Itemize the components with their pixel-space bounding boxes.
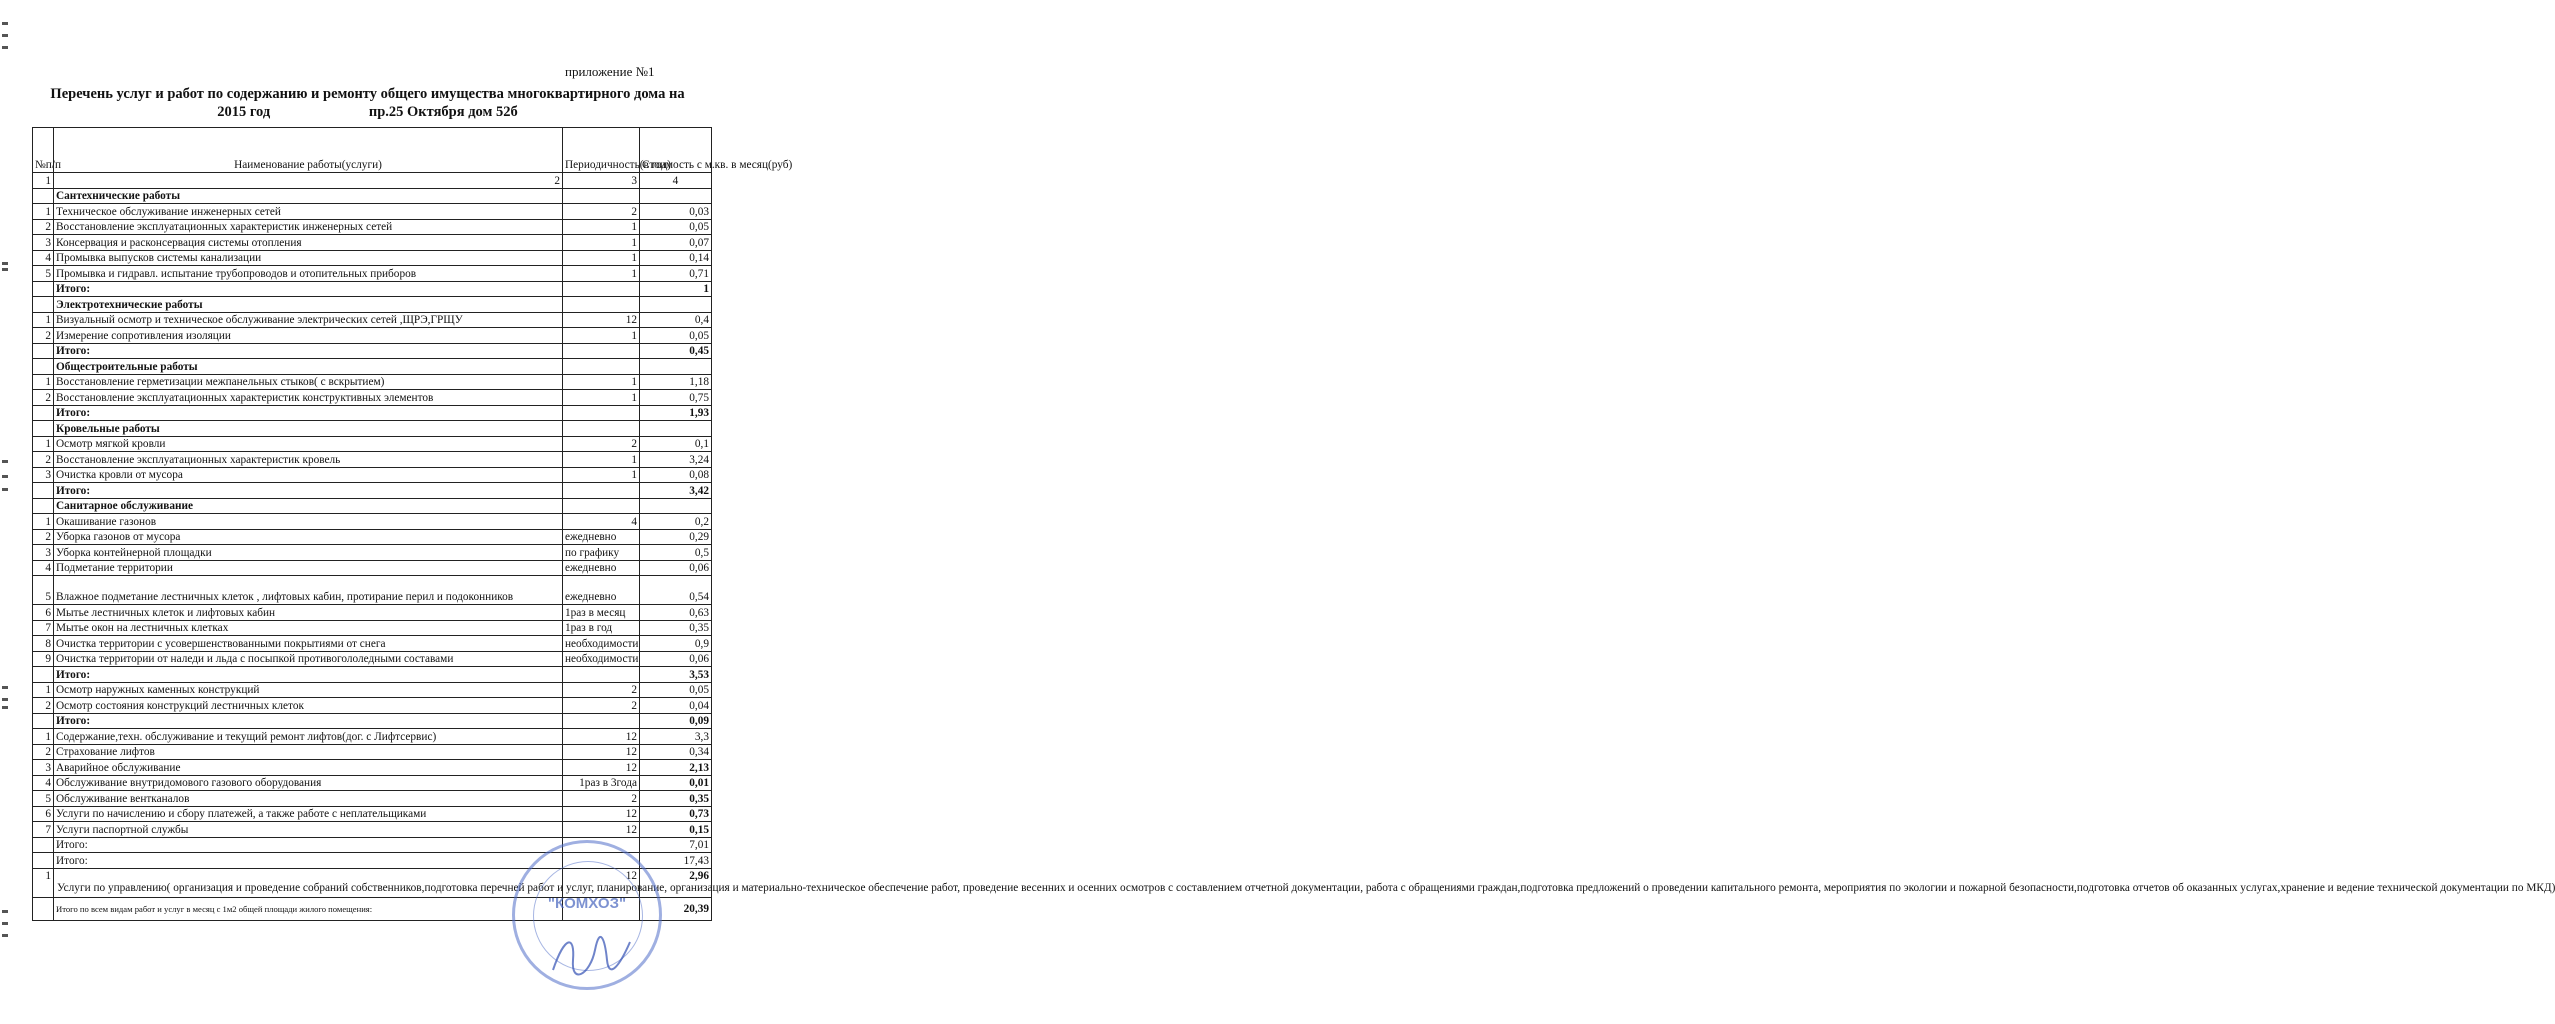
service-period: 1 <box>563 390 640 406</box>
service-period <box>563 281 640 297</box>
service-cost: 0,04 <box>640 698 712 714</box>
service-period: 2 <box>563 791 640 807</box>
service-period: необходимости <box>563 636 640 652</box>
table-row <box>33 374 712 390</box>
row-number <box>33 421 54 437</box>
service-cost: 0,5 <box>640 545 712 561</box>
service-name: Очистка кровли от мусора <box>54 467 563 483</box>
title-address: пр.25 Октября дом 52б <box>368 104 518 120</box>
service-cost: 0,05 <box>640 328 712 344</box>
service-cost: 0,71 <box>640 266 712 282</box>
table-row <box>33 312 712 328</box>
service-cost: 0,14 <box>640 250 712 266</box>
table-row <box>33 744 712 760</box>
row-number: 6 <box>33 806 54 822</box>
total-label: Итого: <box>54 713 563 729</box>
service-cost: 0,4 <box>640 312 712 328</box>
table-header-row <box>33 128 712 173</box>
service-name: Техническое обслуживание инженерных сетей <box>54 204 563 220</box>
total-label: Итого: <box>54 667 563 683</box>
section-title: Сантехнические работы <box>54 188 563 204</box>
service-cost: 2,96 <box>640 868 712 898</box>
service-name: Подметание территории <box>54 560 563 576</box>
total-row <box>33 343 712 359</box>
table-row <box>33 467 712 483</box>
service-cost: 2,13 <box>640 760 712 776</box>
service-cost: 0,03 <box>640 204 712 220</box>
row-number <box>33 853 54 869</box>
service-cost: 0,54 <box>640 576 712 605</box>
service-name: Восстановление герметизации межпанельных стыков( с вскрытием) <box>54 374 563 390</box>
service-period: 1 <box>563 235 640 251</box>
row-number <box>33 281 54 297</box>
row-number <box>33 343 54 359</box>
service-name: Очистка территории от наледи и льда с посыпкой противогололедными составами <box>54 651 563 667</box>
service-period: 1 <box>563 374 640 390</box>
row-number: 3 <box>33 760 54 776</box>
table-row <box>33 250 712 266</box>
row-number: 2 <box>33 744 54 760</box>
service-cost: 7,01 <box>640 837 712 853</box>
header-period: Периодичность(в год) <box>563 128 640 173</box>
service-name: Мытье лестничных клеток и лифтовых кабин <box>54 605 563 621</box>
service-period: 2 <box>563 204 640 220</box>
service-name: Промывка и гидравл. испытание трубопроводов и отопительных приборов <box>54 266 563 282</box>
service-period <box>563 483 640 499</box>
row-number: 2 <box>33 328 54 344</box>
service-period <box>563 359 640 375</box>
service-period: 2 <box>563 698 640 714</box>
service-period <box>563 498 640 514</box>
service-cost: 0,35 <box>640 620 712 636</box>
row-number: 4 <box>33 775 54 791</box>
col-num-2: 2 <box>54 173 563 189</box>
service-cost <box>640 359 712 375</box>
row-number: 4 <box>33 560 54 576</box>
row-number <box>33 359 54 375</box>
total-row <box>33 405 712 421</box>
table-row <box>33 651 712 667</box>
service-cost: 20,39 <box>640 898 712 921</box>
table-row <box>33 436 712 452</box>
service-period: ежедневно <box>563 529 640 545</box>
table-row <box>33 682 712 698</box>
table-row <box>33 822 712 838</box>
table-row <box>33 529 712 545</box>
table-row <box>33 328 712 344</box>
service-period: 12 <box>563 729 640 745</box>
row-number <box>33 297 54 313</box>
service-period: 12 <box>563 744 640 760</box>
service-name: Услуги по управлению( организация и проведение собраний собственников,подготовка перечней работ и услуг, планирование, организация и материально-техническое обеспечение работ, проведение весенних и осенних осмотров с составлением отчетной документации, работа с обращениями граждан,подготовка предложений о проведении капитального ремонта, мероприятия по экологии и пожарной безопасности,подготовка отчетов об оказанных услугах,хранение и ведение технической документации по МКД) <box>54 868 563 898</box>
service-period: 12 <box>563 806 640 822</box>
service-name: Услуги по начислению и сбору платежей, а также работе с неплательщиками <box>54 806 563 822</box>
service-name: Уборка газонов от мусора <box>54 529 563 545</box>
row-number: 5 <box>33 791 54 807</box>
total-label: Итого: <box>54 405 563 421</box>
service-cost: 3,53 <box>640 667 712 683</box>
service-cost: 0,09 <box>640 713 712 729</box>
section-title: Электротехнические работы <box>54 297 563 313</box>
service-name: Обслуживание вентканалов <box>54 791 563 807</box>
service-period: 1 <box>563 266 640 282</box>
row-number: 1 <box>33 436 54 452</box>
service-cost: 1,93 <box>640 405 712 421</box>
service-cost: 0,08 <box>640 467 712 483</box>
row-number: 2 <box>33 452 54 468</box>
service-name: Осмотр наружных каменных конструкций <box>54 682 563 698</box>
section-title: Санитарное обслуживание <box>54 498 563 514</box>
service-cost: 0,45 <box>640 343 712 359</box>
service-cost: 0,06 <box>640 560 712 576</box>
total-row <box>33 713 712 729</box>
title-year: 2015 год <box>217 104 271 120</box>
signature <box>545 930 635 985</box>
row-number: 1 <box>33 868 54 898</box>
table-row <box>33 605 712 621</box>
section-row <box>33 297 712 313</box>
row-number: 1 <box>33 312 54 328</box>
table-row <box>33 390 712 406</box>
service-period: 12 <box>563 312 640 328</box>
service-period: 1 <box>563 219 640 235</box>
col-num-1: 1 <box>33 173 54 189</box>
row-number: 6 <box>33 605 54 621</box>
service-period: по графику <box>563 545 640 561</box>
section-title: Кровельные работы <box>54 421 563 437</box>
row-number: 7 <box>33 620 54 636</box>
service-period: 12 <box>563 868 640 898</box>
service-name: Восстановление эксплуатационных характеристик конструктивных элементов <box>54 390 563 406</box>
title-line-1: Перечень услуг и работ по содержанию и ремонту общего имущества многоквартирного дома на <box>50 86 685 102</box>
section-title: Общестроительные работы <box>54 359 563 375</box>
col-num-4: 4 <box>640 173 712 189</box>
service-name: Окашивание газонов <box>54 514 563 530</box>
service-name: Промывка выпусков системы канализации <box>54 250 563 266</box>
document-title <box>0 85 735 121</box>
row-number: 3 <box>33 235 54 251</box>
service-name: Страхование лифтов <box>54 744 563 760</box>
row-number: 4 <box>33 250 54 266</box>
service-period <box>563 405 640 421</box>
row-number: 3 <box>33 467 54 483</box>
table-row <box>33 204 712 220</box>
header-num: №п/п <box>33 128 54 173</box>
scan-edge-marks <box>2 0 12 1024</box>
service-cost: 3,42 <box>640 483 712 499</box>
table-row <box>33 576 712 605</box>
service-cost: 0,73 <box>640 806 712 822</box>
service-name: Осмотр мягкой кровли <box>54 436 563 452</box>
section-row <box>33 421 712 437</box>
service-period: 1 <box>563 328 640 344</box>
table-row <box>33 806 712 822</box>
total-label: Итого по всем видам работ и услуг в месяц с 1м2 общей площади жилого помещения: <box>54 898 563 921</box>
service-name: Уборка контейнерной площадки <box>54 545 563 561</box>
service-cost: 0,06 <box>640 651 712 667</box>
table-row <box>33 235 712 251</box>
row-number <box>33 837 54 853</box>
row-number: 2 <box>33 390 54 406</box>
table-row <box>33 791 712 807</box>
table-row <box>33 514 712 530</box>
row-number: 5 <box>33 576 54 605</box>
service-cost: 0,63 <box>640 605 712 621</box>
service-period: 4 <box>563 514 640 530</box>
service-name: Услуги паспортной службы <box>54 822 563 838</box>
total-label: Итого: <box>54 853 563 869</box>
header-cost: Стоимость с м.кв. в месяц(руб) <box>640 128 712 173</box>
services-table <box>32 127 2555 921</box>
service-period: 2 <box>563 682 640 698</box>
row-number: 1 <box>33 729 54 745</box>
service-name: Измерение сопротивления изоляции <box>54 328 563 344</box>
service-period <box>563 667 640 683</box>
service-cost: 0,34 <box>640 744 712 760</box>
section-row <box>33 359 712 375</box>
service-cost <box>640 297 712 313</box>
service-period: необходимости <box>563 651 640 667</box>
service-cost: 3,24 <box>640 452 712 468</box>
total-label: Итого: <box>54 483 563 499</box>
service-period: ежедневно <box>563 560 640 576</box>
service-period: 1 <box>563 467 640 483</box>
service-name: Восстановление эксплуатационных характеристик кровель <box>54 452 563 468</box>
section-row <box>33 498 712 514</box>
header-name: Наименование работы(услуги) <box>54 128 563 173</box>
total-row <box>33 281 712 297</box>
row-number <box>33 498 54 514</box>
service-name: Визуальный осмотр и техническое обслуживание электрических сетей ,ЩРЭ,ГРЩУ <box>54 312 563 328</box>
row-number: 5 <box>33 266 54 282</box>
service-cost: 17,43 <box>640 853 712 869</box>
section-row <box>33 188 712 204</box>
table-row <box>33 775 712 791</box>
total-label: Итого: <box>54 281 563 297</box>
total-label: Итого: <box>54 343 563 359</box>
service-cost <box>640 421 712 437</box>
row-number <box>33 405 54 421</box>
service-cost <box>640 188 712 204</box>
row-number: 1 <box>33 682 54 698</box>
service-cost: 0,29 <box>640 529 712 545</box>
service-name: Аварийное обслуживание <box>54 760 563 776</box>
service-cost: 0,75 <box>640 390 712 406</box>
table-row <box>33 560 712 576</box>
service-cost: 0,2 <box>640 514 712 530</box>
row-number: 3 <box>33 545 54 561</box>
row-number: 7 <box>33 822 54 838</box>
row-number: 9 <box>33 651 54 667</box>
service-cost: 3,3 <box>640 729 712 745</box>
service-cost: 0,9 <box>640 636 712 652</box>
table-row <box>33 545 712 561</box>
service-period <box>563 713 640 729</box>
service-cost: 0,05 <box>640 682 712 698</box>
table-row <box>33 760 712 776</box>
row-number: 1 <box>33 204 54 220</box>
table-row <box>33 452 712 468</box>
service-name: Консервация и расконсервация системы отопления <box>54 235 563 251</box>
row-number <box>33 713 54 729</box>
service-cost: 0,05 <box>640 219 712 235</box>
service-period: ежедневно <box>563 576 640 605</box>
row-number: 2 <box>33 698 54 714</box>
service-cost: 0,07 <box>640 235 712 251</box>
service-cost: 0,15 <box>640 822 712 838</box>
table-row <box>33 729 712 745</box>
service-period <box>563 297 640 313</box>
stamp-text: "КОМХОЗ" <box>547 895 627 912</box>
service-period: 1 <box>563 452 640 468</box>
service-period: 1раз в месяц <box>563 605 640 621</box>
column-number-row <box>33 173 712 189</box>
table-row <box>33 219 712 235</box>
row-number <box>33 483 54 499</box>
row-number <box>33 188 54 204</box>
service-cost <box>640 498 712 514</box>
total-label: Итого: <box>54 837 563 853</box>
service-period <box>563 343 640 359</box>
row-number: 1 <box>33 374 54 390</box>
service-cost: 0,35 <box>640 791 712 807</box>
service-name: Содержание,техн. обслуживание и текущий ремонт лифтов(дог. с Лифтсервис) <box>54 729 563 745</box>
service-period <box>563 188 640 204</box>
table-row <box>33 636 712 652</box>
service-name: Очистка территории с усовершенствованными покрытиями от снега <box>54 636 563 652</box>
table-row <box>33 698 712 714</box>
service-period <box>563 421 640 437</box>
service-name: Мытье окон на лестничных клетках <box>54 620 563 636</box>
service-cost: 1 <box>640 281 712 297</box>
service-period: 1 <box>563 250 640 266</box>
service-name: Восстановление эксплуатационных характеристик инженерных сетей <box>54 219 563 235</box>
table-row <box>33 266 712 282</box>
service-period: 1раз в год <box>563 620 640 636</box>
service-cost: 0,01 <box>640 775 712 791</box>
service-name: Осмотр состояния конструкций лестничных клеток <box>54 698 563 714</box>
row-number <box>33 667 54 683</box>
service-cost: 0,1 <box>640 436 712 452</box>
table-row <box>33 620 712 636</box>
service-name: Обслуживание внутридомового газового оборудования <box>54 775 563 791</box>
row-number: 8 <box>33 636 54 652</box>
row-number: 1 <box>33 514 54 530</box>
service-name: Влажное подметание лестничных клеток , лифтовых кабин, протирание перил и подоконников <box>54 576 563 605</box>
service-cost: 1,18 <box>640 374 712 390</box>
col-num-3: 3 <box>563 173 640 189</box>
service-period: 1раз в 3года <box>563 775 640 791</box>
total-row <box>33 667 712 683</box>
service-period: 12 <box>563 822 640 838</box>
total-row <box>33 483 712 499</box>
row-number <box>33 898 54 921</box>
row-number: 2 <box>33 219 54 235</box>
service-period: 12 <box>563 760 640 776</box>
appendix-label: приложение №1 <box>565 64 655 79</box>
service-period: 2 <box>563 436 640 452</box>
row-number: 2 <box>33 529 54 545</box>
